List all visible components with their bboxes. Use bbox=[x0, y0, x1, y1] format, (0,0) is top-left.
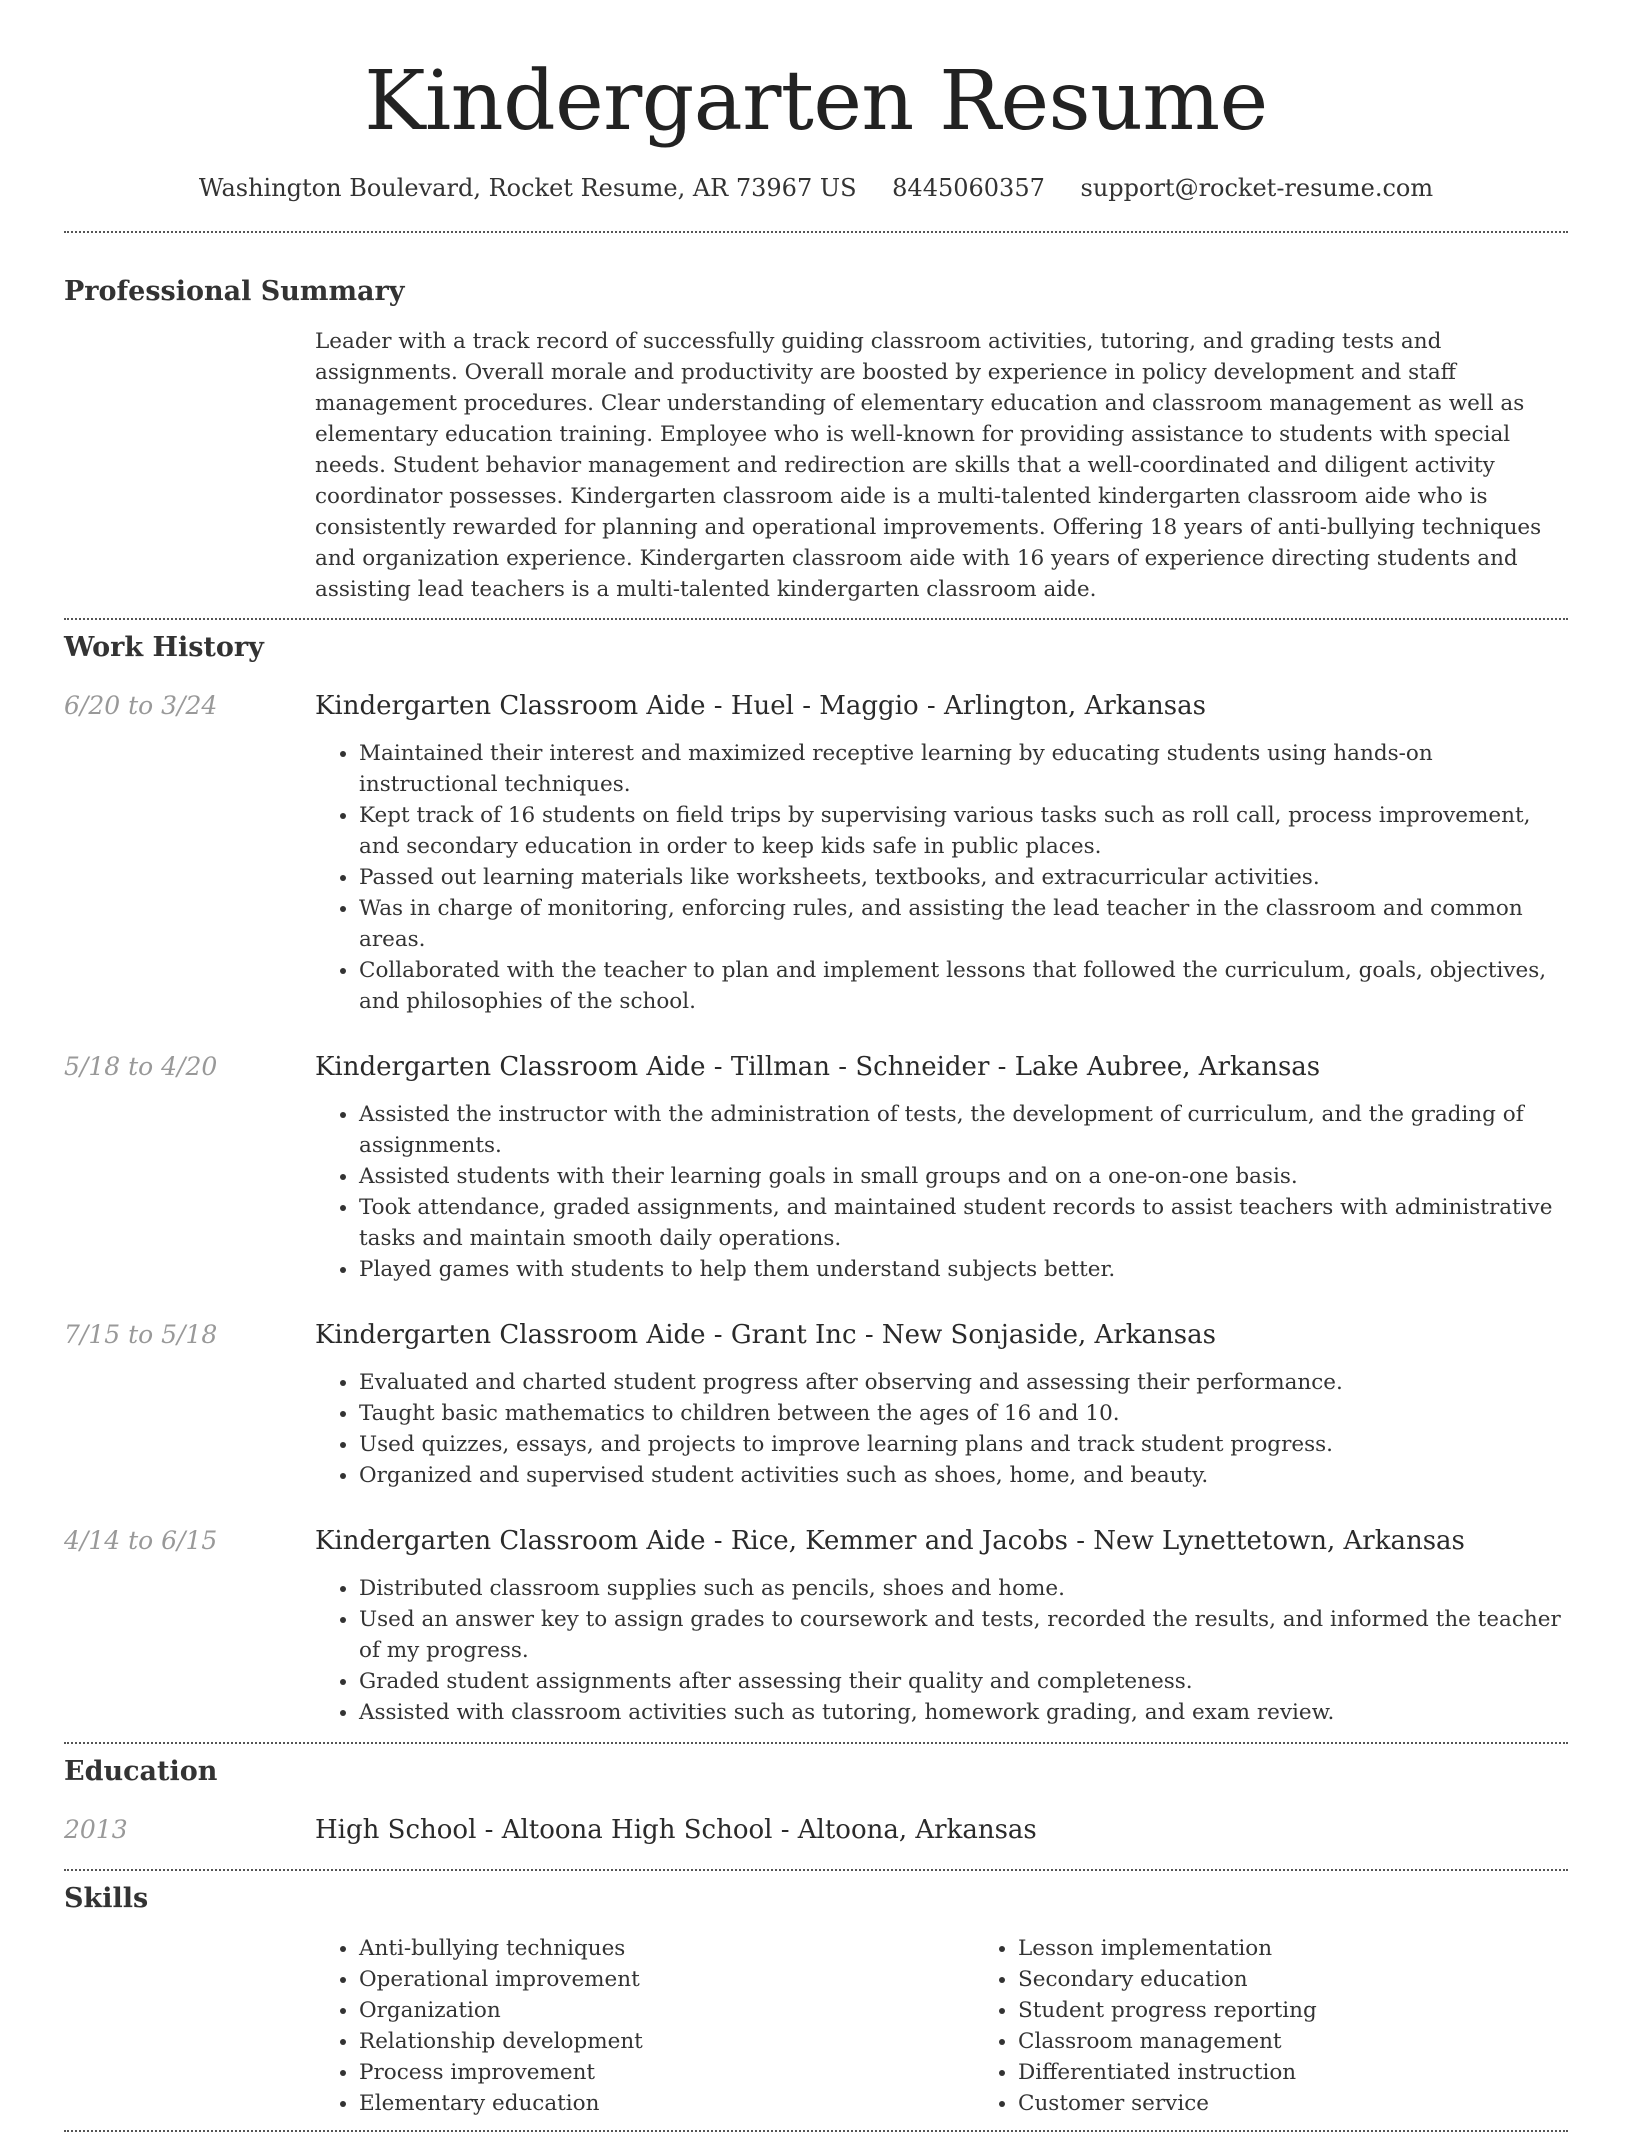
list-item: • Taught basic mathematics to children between the ages of 16 and 10. bbox=[359, 1398, 1568, 1429]
skill-item: • Classroom management bbox=[1018, 2026, 1632, 2057]
list-item: • Distributed classroom supplies such as pencils, shoes and home. bbox=[359, 1573, 1568, 1604]
list-item: • Collaborated with the teacher to plan and implement lessons that followed the curriculum, goals, objectives, and philosophies of the school. bbox=[359, 955, 1568, 1017]
resume-page bbox=[64, 0, 1568, 2132]
list-item: • Passed out learning materials like worksheets, textbooks, and extracurricular activities. bbox=[359, 862, 1568, 893]
job-bullets bbox=[315, 1367, 1568, 1491]
education-heading: High School - Altoona High School - Altoona, Arkansas bbox=[315, 1815, 1037, 1845]
list-item: • Played games with students to help them understand subjects better. bbox=[359, 1254, 1568, 1285]
skill-item: • Process improvement bbox=[359, 2057, 974, 2088]
job-dates: 4/14 to 6/15 bbox=[64, 1526, 218, 1555]
list-item: • Maintained their interest and maximized receptive learning by educating students using hands-on instructional techniques. bbox=[359, 738, 1568, 800]
list-item: • Evaluated and charted student progress after observing and assessing their performance. bbox=[359, 1367, 1568, 1398]
divider bbox=[64, 231, 1568, 233]
skills-list-left bbox=[315, 1933, 974, 2119]
list-item: • Used quizzes, essays, and projects to improve learning plans and track student progress. bbox=[359, 1429, 1568, 1460]
divider bbox=[64, 1869, 1568, 1871]
job-entry bbox=[64, 1318, 1568, 1491]
job-bullets bbox=[315, 1573, 1568, 1728]
job-entry bbox=[64, 1524, 1568, 1728]
list-item: • Assisted with classroom activities such as tutoring, homework grading, and exam review. bbox=[359, 1697, 1568, 1728]
job-entry bbox=[64, 1050, 1568, 1285]
job-bullets bbox=[315, 1099, 1568, 1285]
section-title-education: Education bbox=[64, 1756, 218, 1787]
skill-item: • Secondary education bbox=[1018, 1964, 1632, 1995]
job-dates: 7/15 to 5/18 bbox=[64, 1320, 218, 1349]
resume-name: Kindergarten Resume bbox=[364, 54, 1268, 149]
list-item: • Graded student assignments after assessing their quality and completeness. bbox=[359, 1666, 1568, 1697]
skill-item: • Anti-bullying techniques bbox=[359, 1933, 974, 1964]
summary-text: Leader with a track record of successfully guiding classroom activities, tutoring, and grading tests and assignments. Overall morale and productivity are boosted by experience in policy development and staff management procedures. Clear understanding of elementary education and classroom management as well as elementary education training. Employee who is well-known for providing assistance to students with special needs. Student behavior management and redirection are skills that a well-coordinated and diligent activity coordinator possesses. Kindergarten classroom aide is a multi-talented kindergarten classroom aide who is consistently rewarded for planning and operational improvements. Offering 18 years of anti-bullying techniques and organization experience. Kindergarten classroom aide with 16 years of experience directing students and assisting lead teachers is a multi-talented kindergarten classroom aide. bbox=[315, 329, 1542, 602]
job-heading: Kindergarten Classroom Aide - Tillman - Schneider - Lake Aubree, Arkansas bbox=[315, 1052, 1321, 1082]
job-dates: 5/18 to 4/20 bbox=[64, 1052, 218, 1081]
education-entry bbox=[64, 1813, 1568, 1847]
section-title-skills: Skills bbox=[64, 1883, 149, 1914]
contact-phone: 8445060357 bbox=[892, 174, 1045, 202]
skill-item: • Customer service bbox=[1018, 2088, 1632, 2119]
skill-item: • Operational improvement bbox=[359, 1964, 974, 1995]
skill-item: • Differentiated instruction bbox=[1018, 2057, 1632, 2088]
list-item: • Assisted the instructor with the administration of tests, the development of curriculum, and the grading of assignments. bbox=[359, 1099, 1568, 1161]
job-heading: Kindergarten Classroom Aide - Grant Inc - New Sonjaside, Arkansas bbox=[315, 1320, 1216, 1350]
contact-line bbox=[64, 172, 1568, 204]
divider bbox=[64, 618, 1568, 620]
list-item: • Kept track of 16 students on field trips by supervising various tasks such as roll call, process improvement, and secondary education in order to keep kids safe in public places. bbox=[359, 800, 1568, 862]
list-item: • Assisted students with their learning goals in small groups and on a one-on-one basis. bbox=[359, 1161, 1568, 1192]
skill-item: • Elementary education bbox=[359, 2088, 974, 2119]
job-heading: Kindergarten Classroom Aide - Huel - Maggio - Arlington, Arkansas bbox=[315, 691, 1206, 721]
education-year: 2013 bbox=[64, 1815, 128, 1844]
contact-email: support@rocket-resume.com bbox=[1080, 174, 1434, 202]
job-dates: 6/20 to 3/24 bbox=[64, 691, 218, 720]
section-title-summary: Professional Summary bbox=[64, 276, 405, 307]
divider bbox=[64, 1742, 1568, 1744]
job-entry bbox=[64, 689, 1568, 1017]
contact-address: Washington Boulevard, Rocket Resume, AR 73967 US bbox=[198, 174, 857, 202]
summary-section bbox=[64, 275, 1568, 605]
skills-section bbox=[64, 1882, 1568, 2119]
skill-item: • Organization bbox=[359, 1995, 974, 2026]
list-item: • Took attendance, graded assignments, and maintained student records to assist teachers with administrative tasks and maintain smooth daily operations. bbox=[359, 1192, 1568, 1254]
skill-item: • Student progress reporting bbox=[1018, 1995, 1632, 2026]
skill-item: • Relationship development bbox=[359, 2026, 974, 2057]
section-title-work: Work History bbox=[64, 632, 264, 663]
education-section bbox=[64, 1755, 1568, 1847]
job-bullets bbox=[315, 738, 1568, 1017]
work-history-section bbox=[64, 631, 1568, 1728]
job-heading: Kindergarten Classroom Aide - Rice, Kemmer and Jacobs - New Lynettetown, Arkansas bbox=[315, 1526, 1465, 1556]
list-item: • Organized and supervised student activities such as shoes, home, and beauty. bbox=[359, 1460, 1568, 1491]
skills-list-right bbox=[974, 1933, 1632, 2119]
list-item: • Used an answer key to assign grades to coursework and tests, recorded the results, and informed the teacher of my progress. bbox=[359, 1604, 1568, 1666]
skill-item: • Lesson implementation bbox=[1018, 1933, 1632, 1964]
list-item: • Was in charge of monitoring, enforcing rules, and assisting the lead teacher in the classroom and common areas. bbox=[359, 893, 1568, 955]
